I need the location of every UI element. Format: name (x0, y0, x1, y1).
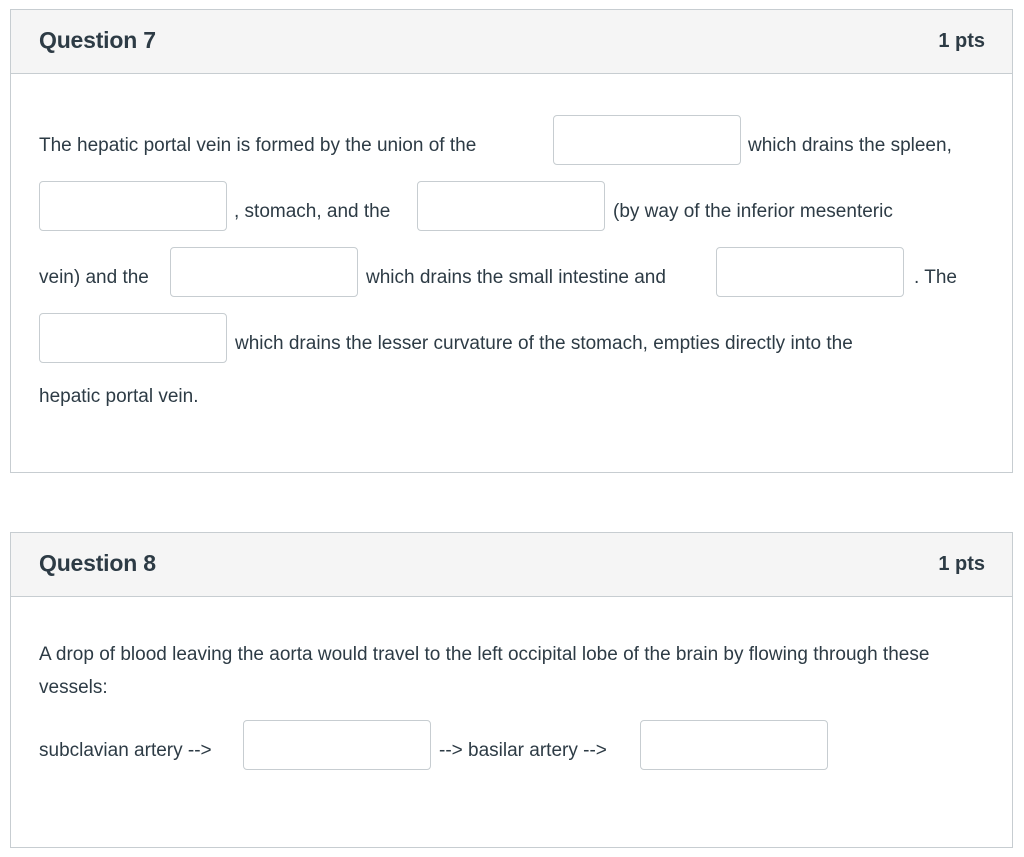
answer-blank-1[interactable] (243, 720, 431, 770)
question-header (11, 10, 1012, 74)
question-text: which drains the lesser curvature of the stomach, empties directly into the (235, 333, 853, 354)
answer-blank-2[interactable] (39, 181, 227, 231)
question-text: vein) and the (39, 267, 149, 288)
question-text: which drains the spleen, (748, 135, 952, 156)
question-7-card (10, 9, 1013, 473)
question-title: Question 8 (39, 550, 156, 576)
question-text: which drains the small intestine and (366, 267, 666, 288)
question-text: , stomach, and the (234, 201, 391, 222)
question-text: hepatic portal vein. (39, 386, 199, 407)
answer-blank-2[interactable] (640, 720, 828, 770)
answer-blank-6[interactable] (39, 313, 227, 363)
answer-blank-4[interactable] (170, 247, 358, 297)
question-text: The hepatic portal vein is formed by the union of the (39, 135, 477, 156)
question-points: 1 pts (938, 30, 985, 52)
question-8-card (10, 532, 1013, 848)
question-header (11, 533, 1012, 597)
answer-blank-3[interactable] (417, 181, 605, 231)
question-text: (by way of the inferior mesenteric (613, 201, 893, 222)
question-text: subclavian artery --> (39, 740, 212, 761)
question-points: 1 pts (938, 553, 985, 575)
question-text: . The (914, 267, 957, 288)
question-prompt: A drop of blood leaving the aorta would travel to the left occipital lobe of the brain by flowing through these vessels: (39, 644, 930, 698)
question-title: Question 7 (39, 27, 156, 53)
question-text: --> basilar artery --> (439, 740, 607, 761)
answer-blank-1[interactable] (553, 115, 741, 165)
answer-blank-5[interactable] (716, 247, 904, 297)
